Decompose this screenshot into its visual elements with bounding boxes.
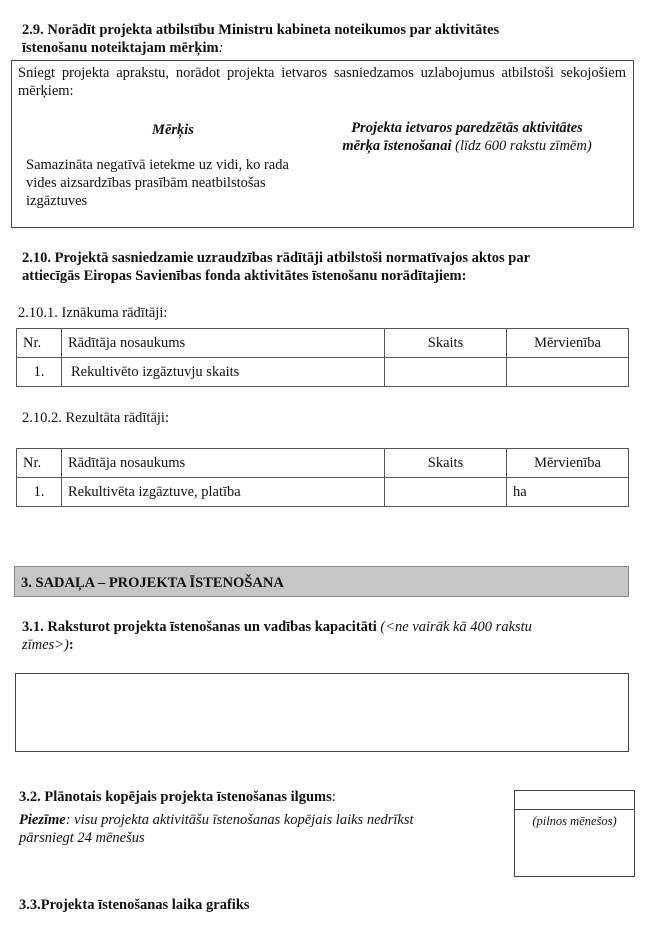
duration-months-label: (pilnos mēnešos) <box>532 814 617 828</box>
goal-column-header: Mērķis <box>152 122 194 138</box>
cell-unit[interactable] <box>507 358 629 387</box>
cell-count[interactable] <box>385 358 507 387</box>
table-row <box>17 478 629 507</box>
table-row <box>17 358 629 387</box>
cell-nr: 1. <box>17 478 62 507</box>
header-unit: Mērvienība <box>507 329 629 358</box>
header-name: Rādītāja nosaukums <box>62 329 385 358</box>
goal-intro-text: Sniegt projekta aprakstu, norādot projekta ietvaros sasniedzamos uzlabojumus atbilstoši sekojošiem mērķiem: <box>18 65 626 99</box>
duration-input-line <box>515 809 634 810</box>
cell-count[interactable] <box>385 478 507 507</box>
output-indicators-table <box>16 328 629 387</box>
activities-column-header: Projekta ietvaros paredzētās aktivitātes mērķa īstenošanai (līdz 600 rakstu zīmēm) <box>342 120 592 154</box>
section-2-9-box <box>11 60 634 228</box>
header-unit: Mērvienība <box>507 449 629 478</box>
header-name: Rādītāja nosaukums <box>62 449 385 478</box>
cell-unit[interactable]: ha <box>507 478 629 507</box>
section-2-10-title: 2.10. Projektā sasniedzamie uzraudzības rādītāji atbilstoši normatīvajos aktos par attiecīgās Eiropas Savienības fonda aktivitātes īstenošanu norādītajiem: <box>22 250 531 284</box>
result-indicators-label: 2.10.2. Rezultāta rādītāji: <box>22 410 169 426</box>
goal-text: Samazināta negatīvā ietekme uz vidi, ko rada vides aizsardzības prasībām neatbilstošas izgāztuves <box>26 157 289 209</box>
section-3-2-title: 3.2. Plānotais kopējais projekta īstenošanas ilgums: <box>19 789 336 805</box>
section-3-3-title: 3.3.Projekta īstenošanas laika grafiks <box>19 897 250 913</box>
header-nr: Nr. <box>17 329 62 358</box>
section-3-1-title: 3.1. Raksturot projekta īstenošanas un vadības kapacitāti (<ne vairāk kā 400 rakstu zīmes>): <box>22 619 532 653</box>
table-header-row <box>17 329 629 358</box>
duration-box <box>514 790 635 877</box>
section-2-9-title: 2.9. Norādīt projekta atbilstību Ministru kabineta noteikumos par aktivitātes īstenošanu noteiktajam mērķim: <box>22 22 500 56</box>
capacity-text-box[interactable] <box>15 673 629 752</box>
cell-name: Rekultivēta izgāztuve, platība <box>62 478 385 507</box>
output-indicators-label: 2.10.1. Iznākuma rādītāji: <box>18 305 168 321</box>
section-3-header: 3. SADAĻA – PROJEKTA ĪSTENOŠANA <box>14 566 629 597</box>
header-count: Skaits <box>385 329 507 358</box>
table-header-row <box>17 449 629 478</box>
cell-nr: 1. <box>17 358 62 387</box>
duration-note: Piezīme: visu projekta aktivitāšu īstenošanas kopējais laiks nedrīkst pārsniegt 24 mēnešus <box>19 812 414 846</box>
header-count: Skaits <box>385 449 507 478</box>
result-indicators-table <box>16 448 629 507</box>
cell-name: Rekultivēto izgāztuvju skaits <box>62 358 385 387</box>
header-nr: Nr. <box>17 449 62 478</box>
